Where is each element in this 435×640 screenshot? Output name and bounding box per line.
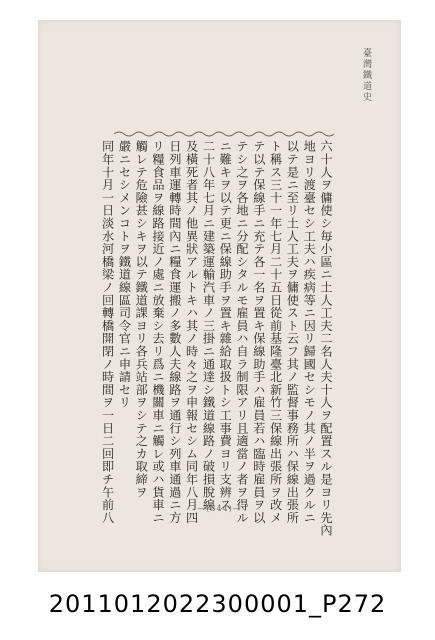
text-column: 同年十月一日淡水河橋梁ノ回轉橋開閉ノ時間ヲ一日二回即チ午前八: [100, 140, 115, 524]
text-column: テ以テ保線手ニ充テ各一名ヲ置キ保線助手ハ雇員若ハ臨時雇員ヲ以: [251, 140, 266, 524]
decorative-rule: [114, 123, 334, 131]
text-column: 二十八年七月ニ建築運輸汽車ノ三掛ニ通達シ鐵道線路ノ破損脫線: [201, 140, 216, 512]
text-column: 地ヨリ渡臺セシ工夫ハ疾病等ニ因リ歸國セシモノ其ノ半ヲ過クルニ: [302, 140, 317, 524]
image-caption: 2011012022300001_P272: [48, 590, 387, 618]
text-column: 六十人ヲ傭使シ毎小區ニ土人工夫二名人夫十人ヲ配置スル是ヨリ先內: [319, 140, 333, 537]
text-column: 觸レテ危險甚シキヲ以テ鐵道課ヨリ各兵站部ヲシテ之カ取締ヲ: [134, 140, 149, 499]
text-column: ニ難キヲ以テ更ニ保線助手ヲ置キ雜給取扱トシ工事費ヨリ支辨ス: [218, 140, 233, 512]
text-column: ト稱ス三十一年七月二十五日從前基隆臺北新竹三保線出張所ヲ改メ: [268, 140, 283, 524]
text-column: 嚴ニセシメンコトヲ鐵道線區司令官ニ申請セリ: [117, 140, 132, 409]
text-column: 日列車運轉時間內ニ糧食運搬ノ多數人夫線路ヲ通行シ列車通過ニ方: [167, 140, 182, 524]
text-column: テシ之ヲ各地ニ分配シタルモ雇員ハ自ラ制限アリ且適當ノ者ヲ得ル: [235, 140, 250, 524]
text-column: 以テ是ニ至リ土人工夫ヲ傭使スト云フ其ノ監督事務所ハ保線出張所: [285, 140, 300, 524]
wavy-line-icon: [114, 130, 334, 138]
text-column: 及橫死者其ノ他異狀アルトキハ其ノ時々之ヲ申報セシム同年八月四: [184, 140, 199, 524]
text-column: リ糧食品ヲ線路接近ノ處ニ放棄シ去リ爲ニ機關車ニ觸レ或ハ貨車ニ: [151, 140, 166, 524]
book-page: [38, 20, 401, 572]
page-number: —(344)—: [197, 504, 242, 513]
running-header: 臺灣鐵道史: [361, 48, 371, 103]
